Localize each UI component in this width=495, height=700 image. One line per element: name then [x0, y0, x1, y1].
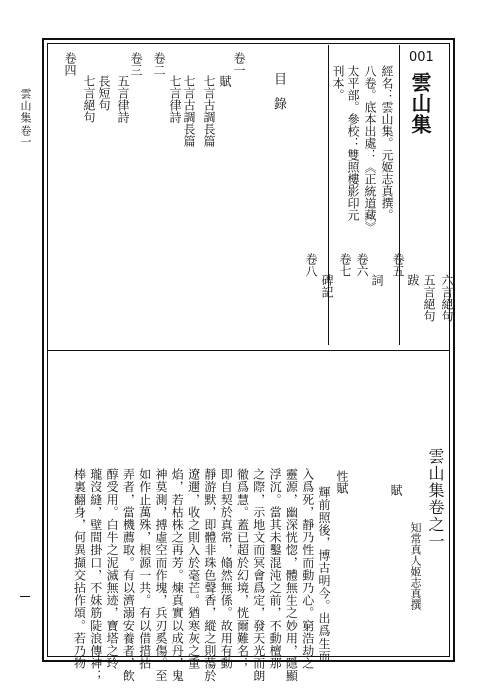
- toc-item-qiyan-lushi: 七言律詩: [168, 75, 182, 123]
- margin-page-number: [20, 596, 30, 597]
- toc-vol-4: 卷四: [63, 52, 77, 76]
- body-line: 神莫測，搏虛空而作塊，兵刃奚傷。至: [154, 468, 168, 683]
- entry-number: 001: [409, 50, 434, 65]
- body-line: 遼邇，收之則入於毫芒。猶寒灰之重: [186, 468, 201, 670]
- toc-vol-1: 卷一: [232, 52, 246, 76]
- toc-item-ci: 詞: [370, 274, 384, 286]
- body-line: 弄者，當機薦取。有以濟溺安養者，飲: [121, 468, 136, 683]
- body-line: 醇受用。白牛之泥滅無迹，寶塔之玲: [105, 468, 120, 670]
- body-line: 靜游默，即體非珠色聲香，縱之則蕩於: [202, 468, 217, 683]
- toc-item-liuyan-jueju: 六言絕句: [440, 274, 454, 322]
- toc-vol-8: 卷八: [304, 253, 318, 277]
- toc-vol-3: 卷三: [129, 52, 143, 76]
- toc-vol-2: 卷二: [152, 52, 166, 76]
- margin-book-title: 雲山集: [19, 88, 32, 124]
- toc-item-ba: 跋: [406, 274, 420, 286]
- intro-note-2: 八卷。底本出處：《正統道藏》: [363, 65, 377, 233]
- toc-item-wuyan-jueju: 五言絕句: [422, 274, 436, 322]
- body-line: 即自契於真常，翛然無係。故用有動: [219, 468, 234, 670]
- body-line: 浮沉。當其未鑿混沌之前，不動檀那: [268, 468, 283, 670]
- toc-item-qiyan-gudiao-2: 七言古調長篇: [182, 75, 196, 147]
- intro-note-4: 刊本。: [331, 65, 345, 101]
- body-line: 之際，示地文而冥會爲定，發天光而朗: [251, 468, 266, 683]
- toc-item-beiji: 碑記: [320, 274, 334, 298]
- body-line: 靈源，幽深恍惚，體無生之妙用，隱顯: [284, 468, 299, 683]
- intro-rule-left: [328, 45, 329, 345]
- intro-note-1: 經名：雲山集。元姬志真撰。: [380, 65, 394, 221]
- body-line: 瓏沒縫，壁間掛口，不妹筋陡浪傳神；: [88, 468, 103, 683]
- toc-item-wuyan-lushi: 五言律詩: [116, 75, 130, 123]
- body-line: 棒裏翻身，何異擷交拈作頌。若乃物: [72, 468, 87, 670]
- toc-item-qiyan-gudiao-1: 七言古調長篇: [202, 75, 216, 147]
- toc-vol-6: 卷六: [355, 253, 369, 277]
- section-title: 賦: [389, 484, 403, 496]
- author-line: 知常真人姬志真撰: [409, 522, 422, 610]
- toc-vol-7: 卷七: [338, 253, 352, 277]
- juan-title: 雲山集卷之一: [426, 448, 445, 550]
- piece-title: 性賦: [335, 470, 349, 494]
- toc-item-qiyan-jueju: 七言絕句: [82, 75, 96, 123]
- intro-note-3: 太平部。參校：雙照樓影印元: [346, 65, 360, 221]
- toc-heading: 目錄: [271, 72, 286, 122]
- intro-rule-right: [399, 45, 400, 345]
- body-line: 輝前照後，博古明今。出爲生而: [317, 486, 331, 663]
- body-line: 入爲死，靜乃性而動乃心。窮浩劫之: [300, 468, 315, 670]
- toc-item-changduanju: 長短句: [97, 75, 111, 111]
- body-line: 如作止萬殊，根源一共。有以借措拈: [137, 468, 152, 670]
- middle-divider: [47, 350, 450, 351]
- toc-item-fu: 賦: [218, 75, 232, 87]
- body-line: 焰，若枯株之再芳。煉真實以成丹，鬼: [170, 468, 185, 683]
- toc-vol-5: 卷五: [391, 253, 405, 277]
- book-title: 雲山集: [408, 72, 432, 135]
- margin-juan: 卷一: [19, 125, 32, 147]
- body-line: 徹爲慧。蓋已超於幻境，恍爾難名；: [235, 468, 250, 670]
